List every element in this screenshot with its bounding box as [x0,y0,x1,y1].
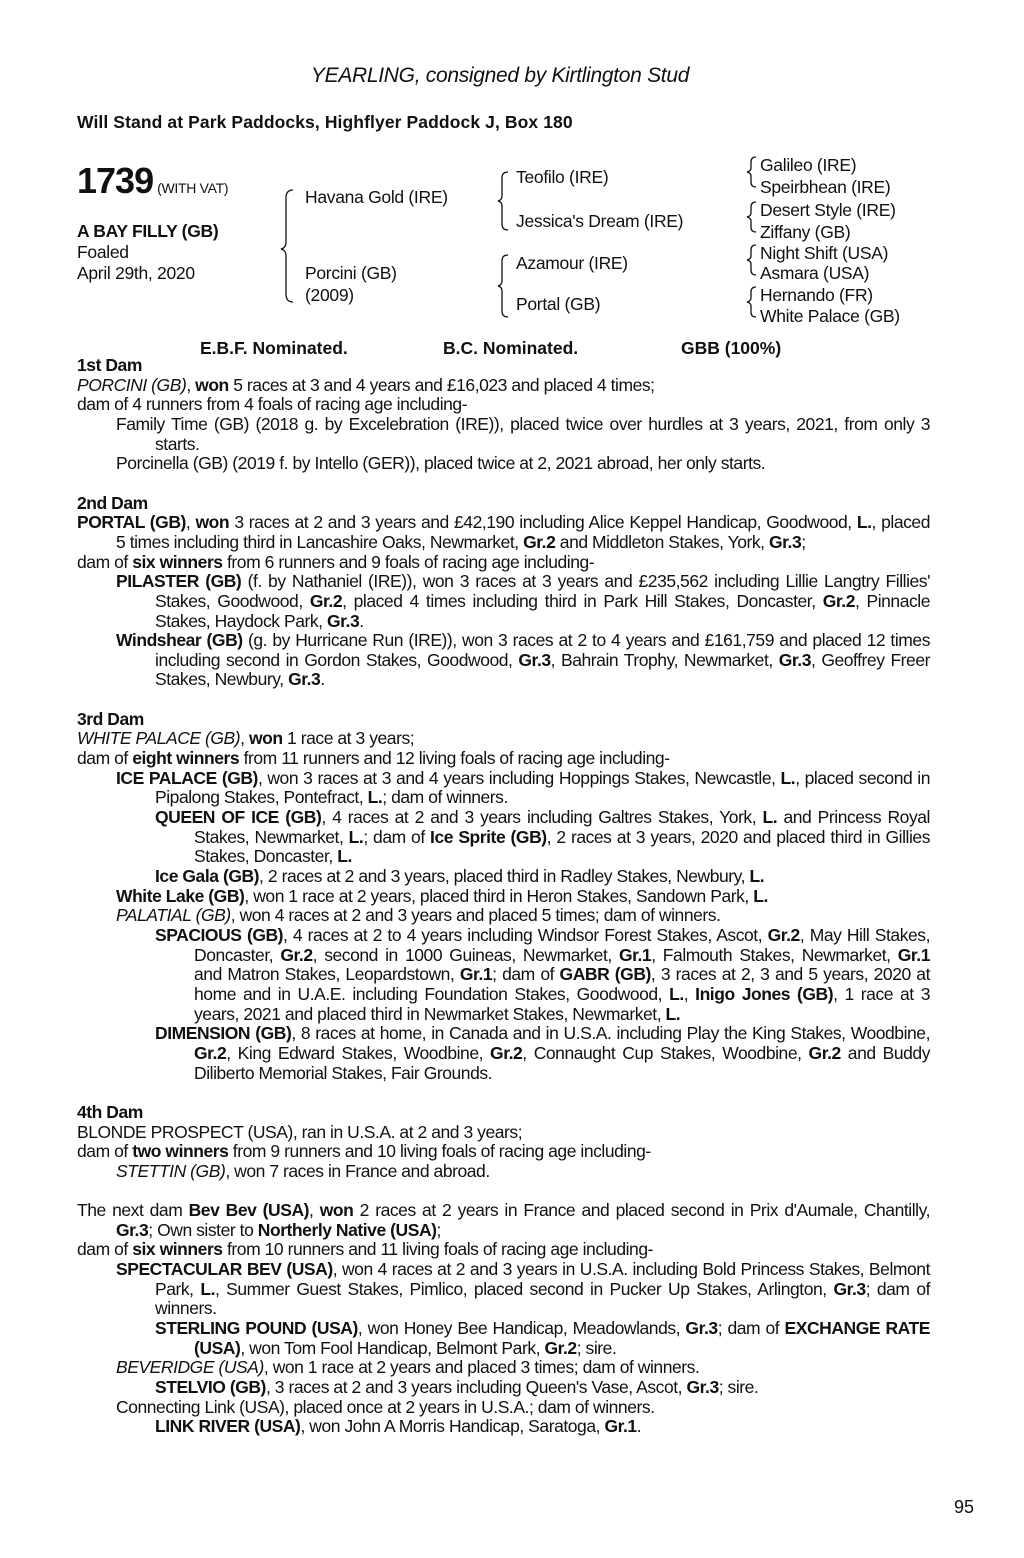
bold-text: Gr.2 [490,1042,523,1063]
section-heading: 4th Dam [77,1101,143,1122]
bold-text: eight winners [132,748,240,769]
pedigree-entry [77,729,930,749]
pedigree-entry [77,749,930,769]
bold-text: Gr.2 [808,1042,841,1063]
dam-section [77,1201,930,1437]
pedigree-entry [77,808,930,867]
pedigree-gen3: Speirbhean (IRE) [760,177,891,197]
italic-text: BEVERIDGE (USA) [116,1357,264,1378]
pedigree-entry [77,926,930,1024]
bold-text: Gr.3 [518,649,551,670]
entry-text: , second in 1000 Guineas, Newmarket, [312,944,619,965]
bold-text: PORTAL (GB) [77,512,186,533]
dam-section [77,710,930,1083]
pedigree-sire-dam: Jessica's Dream (IRE) [516,211,684,231]
bold-text: Gr.3 [833,1278,866,1299]
entry-text: , May Hill Stakes, Doncaster, [194,925,930,965]
pedigree-dam-dam: Portal (GB) [516,294,601,314]
pedigree-entry [77,1319,930,1358]
bold-text: QUEEN OF ICE (GB) [155,807,322,828]
pedigree-gen3: Hernando (FR) [760,285,873,305]
foaled-date: April 29th, 2020 [77,263,195,283]
entry-text: , 1 race at 3 years, 2021 and placed third in Newmarket Stakes, Newmarket, [194,983,930,1024]
bold-text: Northerly Native (USA) [257,1219,437,1240]
pedigree-entry [77,1417,930,1437]
section-heading: 1st Dam [77,355,142,375]
entry-text: and Buddy Diliberto Memorial Stakes, Fair Grounds. [194,1042,931,1083]
bold-text: L. [348,826,364,847]
lot-number-value: 1739 [77,160,154,201]
entry-text: 3 races at 2 and 3 years and £42,190 including Alice Keppel Handicap, Goodwood, [229,512,857,533]
pedigree-entry [77,1142,930,1162]
pedigree-entry [77,553,930,573]
pedigree-entry [77,572,930,631]
entry-text: , [683,983,696,1004]
entry-text: Porcinella (GB) (2019 f. by Intello (GER)), placed twice at 2, 2021 abroad, her only starts. [116,453,766,474]
dam-section [77,356,930,474]
dam-section [77,494,930,691]
bold-text: won [195,512,230,533]
lot-description: A BAY FILLY (GB) [77,221,219,241]
catalogue-body [77,356,930,1457]
entry-text: , won Honey Bee Handicap, Meadowlands, [357,1318,686,1339]
entry-text: , 2 races at 2 and 3 years, placed third in Radley Stakes, Newbury, [259,866,750,887]
pedigree-entry [77,1240,930,1260]
pedigree-entry [77,867,930,887]
entry-text: Connecting Link (USA), placed once at 2 years in U.S.A.; dam of winners. [116,1396,655,1417]
page-number: 95 [953,1497,974,1517]
entry-text: dam of [77,1239,133,1260]
bold-text: L. [780,767,796,788]
pedigree-gen3: Asmara (USA) [760,263,870,283]
bold-text: L. [669,983,684,1004]
entry-text: , won 1 race at 2 years and placed 3 times; dam of winners. [263,1357,700,1378]
entry-text: ; dam of [363,826,431,847]
entry-text: , placed second in Pipalong Stakes, Pontefract, [155,767,931,808]
bold-text: Bev Bev (USA) [188,1200,310,1221]
gbb-status: GBB (100%) [681,338,782,358]
pedigree-gen3: Galileo (IRE) [760,155,857,175]
pedigree-brace-icon [498,255,508,317]
bold-text: Gr.3 [686,1377,719,1398]
pedigree-dam-year: (2009) [305,285,354,305]
pedigree-brace-icon [747,202,756,232]
entry-text: BLONDE PROSPECT (USA), ran in U.S.A. at 2 and 3 years; [77,1121,523,1142]
pedigree-entry [77,1398,930,1418]
bc-nomination: B.C. Nominated. [443,338,579,358]
italic-text: WHITE PALACE (GB) [77,728,241,749]
section-heading: 2nd Dam [77,492,148,513]
bold-text: STERLING POUND (USA) [155,1318,358,1339]
bold-text: Ice Gala (GB) [155,866,260,887]
bold-text: six winners [132,1239,223,1260]
entry-text: ; sire. [576,1337,617,1358]
entry-text: . [636,1416,642,1437]
bold-text: Gr.2 [280,944,313,965]
italic-text: PALATIAL (GB) [116,905,231,926]
pedigree-entry [77,1358,930,1378]
pedigree-dam-sire: Azamour (IRE) [516,253,628,273]
pedigree-entry [77,1024,930,1083]
bold-text: Gr.1 [618,944,652,965]
entry-text: , 2 races at 3 years, 2020 and placed third in Gillies Stakes, Doncaster, [194,826,930,867]
ebf-nomination: E.B.F. Nominated. [200,338,348,358]
entry-text: dam of 4 runners from 4 foals of racing age including- [77,394,468,415]
pedigree-entry [77,395,930,415]
entry-text: , 3 races at 2, 3 and 5 years, 2020 at home and in U.A.E. including Foundation Stakes, Goodwood, [194,964,930,1004]
pedigree-entry [77,887,930,907]
pedigree-brace-icon [498,172,508,230]
entry-text: , Bahrain Trophy, Newmarket, [550,649,779,670]
entry-text: ; sire. [718,1377,759,1398]
entry-text: , [186,374,196,395]
foaled-label: Foaled [77,242,129,262]
pedigree-brace-icon [281,190,293,302]
bold-text: won [195,374,229,395]
entry-text: , Falmouth Stakes, Newmarket, [651,944,898,965]
bold-text: L. [753,885,768,906]
bold-text: Inigo Jones (GB) [695,983,834,1004]
bold-text: L. [762,807,778,828]
entry-text: , 4 races at 2 and 3 years including Galtres Stakes, York, [321,807,763,828]
pedigree-sire: Havana Gold (IRE) [305,187,448,207]
entry-text: , won 4 races at 2 and 3 years and placed 5 times; dam of winners. [230,905,721,926]
entry-text: dam of [77,748,133,769]
pedigree-gen3: Ziffany (GB) [760,222,851,242]
stand-location: Will Stand at Park Paddocks, Highflyer Paddock J, Box 180 [77,112,573,132]
pedigree-entry [77,631,930,690]
bold-text: L. [749,866,765,887]
bold-text: Gr.2 [767,925,800,945]
bold-text: SPECTACULAR BEV (USA) [116,1259,333,1280]
entry-text: , Connaught Cup Stakes, Woodbine, [522,1042,809,1063]
entry-text: ; dam of winners. [155,1278,931,1319]
bold-text: L. [856,512,872,533]
bold-text: six winners [132,551,223,572]
pedigree-entry [77,1123,930,1143]
section-heading: 3rd Dam [77,708,144,729]
entry-text: and Princess Royal Stakes, Newmarket, [194,807,930,847]
pedigree-brace-icon [747,245,756,275]
entry-text: . [320,669,325,690]
entry-text: ; Own sister to [148,1219,258,1240]
entry-text: , 4 races at 2 to 4 years including Windsor Forest Stakes, Ascot, [283,925,768,945]
pedigree-brace-icon [747,157,756,187]
entry-text: 5 races at 3 and 4 years and £16,023 and placed 4 times; [228,374,655,395]
pedigree-gen3: White Palace (GB) [760,306,900,326]
entry-text: , won 1 race at 2 years, placed third in Heron Stakes, Sandown Park, [244,885,754,906]
bold-text: Gr.3 [778,649,811,670]
pedigree-entry [77,415,930,454]
pedigree-entry [77,1162,930,1182]
entry-text: , 8 races at home, in Canada and in U.S.A. including Play the King Stakes, Woodbine, [291,1023,931,1044]
entry-text: ; [436,1219,441,1240]
pedigree-gen3: Desert Style (IRE) [760,200,896,220]
bold-text: L. [200,1278,216,1299]
bold-text: STELVIO (GB) [155,1377,266,1398]
bold-text: L. [337,846,352,867]
entry-text: , Pinnacle Stakes, Haydock Park, [155,590,931,631]
italic-text: STETTIN (GB) [116,1160,226,1181]
entry-text: Family Time (GB) (2018 g. by Excelebration (IRE)), placed twice over hurdles at 3 years, 2021, from only 3 starts. [116,413,930,454]
pedigree-entry [77,1260,930,1319]
entry-text: ; dam of [717,1318,785,1339]
pedigree-gen3: Night Shift (USA) [760,243,889,263]
entry-text: ; [801,531,806,552]
entry-text: , won 3 races at 3 and 4 years including Hoppings Stakes, Newcastle, [257,767,781,788]
bold-text: EXCHANGE RATE (USA) [194,1318,930,1358]
bold-text: Gr.1 [604,1416,637,1437]
entry-text: ; dam of winners. [382,787,508,808]
entry-text: dam of [77,551,133,572]
bold-text: Gr.2 [544,1337,577,1358]
bold-text: Gr.3 [326,610,360,631]
entry-text: , [309,1200,320,1221]
bold-text: Gr.3 [685,1318,718,1339]
bold-text: DIMENSION (GB) [155,1023,292,1044]
pedigree-entry [77,769,930,808]
bold-text: Ice Sprite (GB) [430,826,547,847]
bold-text: Gr.3 [769,531,802,552]
bold-text: White Lake (GB) [116,885,245,906]
entry-text: and Matron Stakes, Leopardstown, [194,964,460,985]
bold-text: GABR (GB) [559,964,651,985]
pedigree-entry [77,454,930,474]
vat-note: (WITH VAT) [157,180,229,196]
pedigree-entry [77,1201,930,1240]
bold-text: won [319,1200,354,1221]
entry-text: dam of [77,1141,133,1162]
bold-text: L. [367,787,383,808]
entry-text: (g. by Hurricane Run (IRE)), won 3 races at 2 to 4 years and £161,759 and placed 12 times including second in Gordon Stakes, Goodwood, [155,630,930,670]
bold-text: PILASTER (GB) [116,571,242,592]
entry-text: , placed 5 times including third in Lancashire Oaks, Newmarket, [116,512,930,552]
bold-text: Gr.3 [116,1219,149,1240]
pedigree-entry [77,513,930,552]
entry-text: , won 4 races at 2 and 3 years in U.S.A. including Bold Princess Stakes, Belmont Park, [155,1259,930,1299]
pedigree-sire-sire: Teofilo (IRE) [516,167,609,187]
pedigree-entry [77,376,930,396]
entry-text: , won Tom Fool Handicap, Belmont Park, [240,1337,545,1358]
pedigree-entry [77,1378,930,1398]
bold-text: L. [665,1003,681,1024]
entry-text: , won John A Morris Handicap, Saratoga, [300,1416,605,1437]
bold-text: Gr.2 [822,590,855,611]
bold-text: Windshear (GB) [116,630,243,651]
bold-text: Gr.1 [459,964,493,985]
entry-text: , King Edward Stakes, Woodbine, [226,1042,491,1063]
entry-text: from 9 runners and 10 living foals of racing age including- [228,1141,651,1162]
entry-text: , Summer Guest Stakes, Pimlico, placed second in Pucker Up Stakes, Arlington, [215,1278,834,1299]
entry-text: 2 races at 2 years in France and placed second in Prix d'Aumale, Chantilly, [353,1200,931,1221]
entry-text: (f. by Nathaniel (IRE)), won 3 races at 3 years and £235,562 including Lillie Langtry Fillies' Stakes, Goodwood, [155,571,930,611]
bold-text: ICE PALACE (GB) [116,767,258,788]
entry-text: , Geoffrey Freer Stakes, Newbury, [155,649,931,690]
bold-text: won [248,728,283,749]
bold-text: two winners [132,1141,229,1162]
entry-text: and Middleton Stakes, York, [555,531,769,552]
bold-text: Gr.2 [194,1042,227,1063]
bold-text: Gr.2 [523,531,556,552]
entry-text: , 3 races at 2 and 3 years including Queen's Vase, Ascot, [265,1377,687,1398]
entry-text: The next dam [77,1200,189,1221]
pedigree-dam: Porcini (GB) [305,263,397,283]
entry-text: from 10 runners and 11 living foals of racing age including- [222,1239,653,1260]
entry-text: . [359,610,364,631]
bold-text: Gr.2 [309,590,343,611]
dam-section [77,1103,930,1182]
entry-text: ; dam of [492,964,560,985]
bold-text: Gr.1 [897,944,931,965]
entry-text: , won 7 races in France and abroad. [225,1160,490,1181]
entry-text: 1 race at 3 years; [282,728,415,749]
bold-text: Gr.3 [288,669,321,690]
pedigree-entry [77,906,930,926]
entry-text: from 11 runners and 12 living foals of racing age including- [239,748,670,769]
italic-text: PORCINI (GB) [77,374,187,395]
entry-text: from 6 runners and 9 foals of racing age including- [222,551,595,572]
bold-text: SPACIOUS (GB) [155,925,284,945]
entry-text: , placed 4 times including third in Park Hill Stakes, Doncaster, [342,590,823,611]
bold-text: LINK RIVER (USA) [155,1416,301,1437]
pedigree-brace-icon [747,287,756,317]
page-title: YEARLING, consigned by Kirtlington Stud [310,64,690,87]
entry-text: , [240,728,249,749]
entry-text: , [185,512,196,533]
